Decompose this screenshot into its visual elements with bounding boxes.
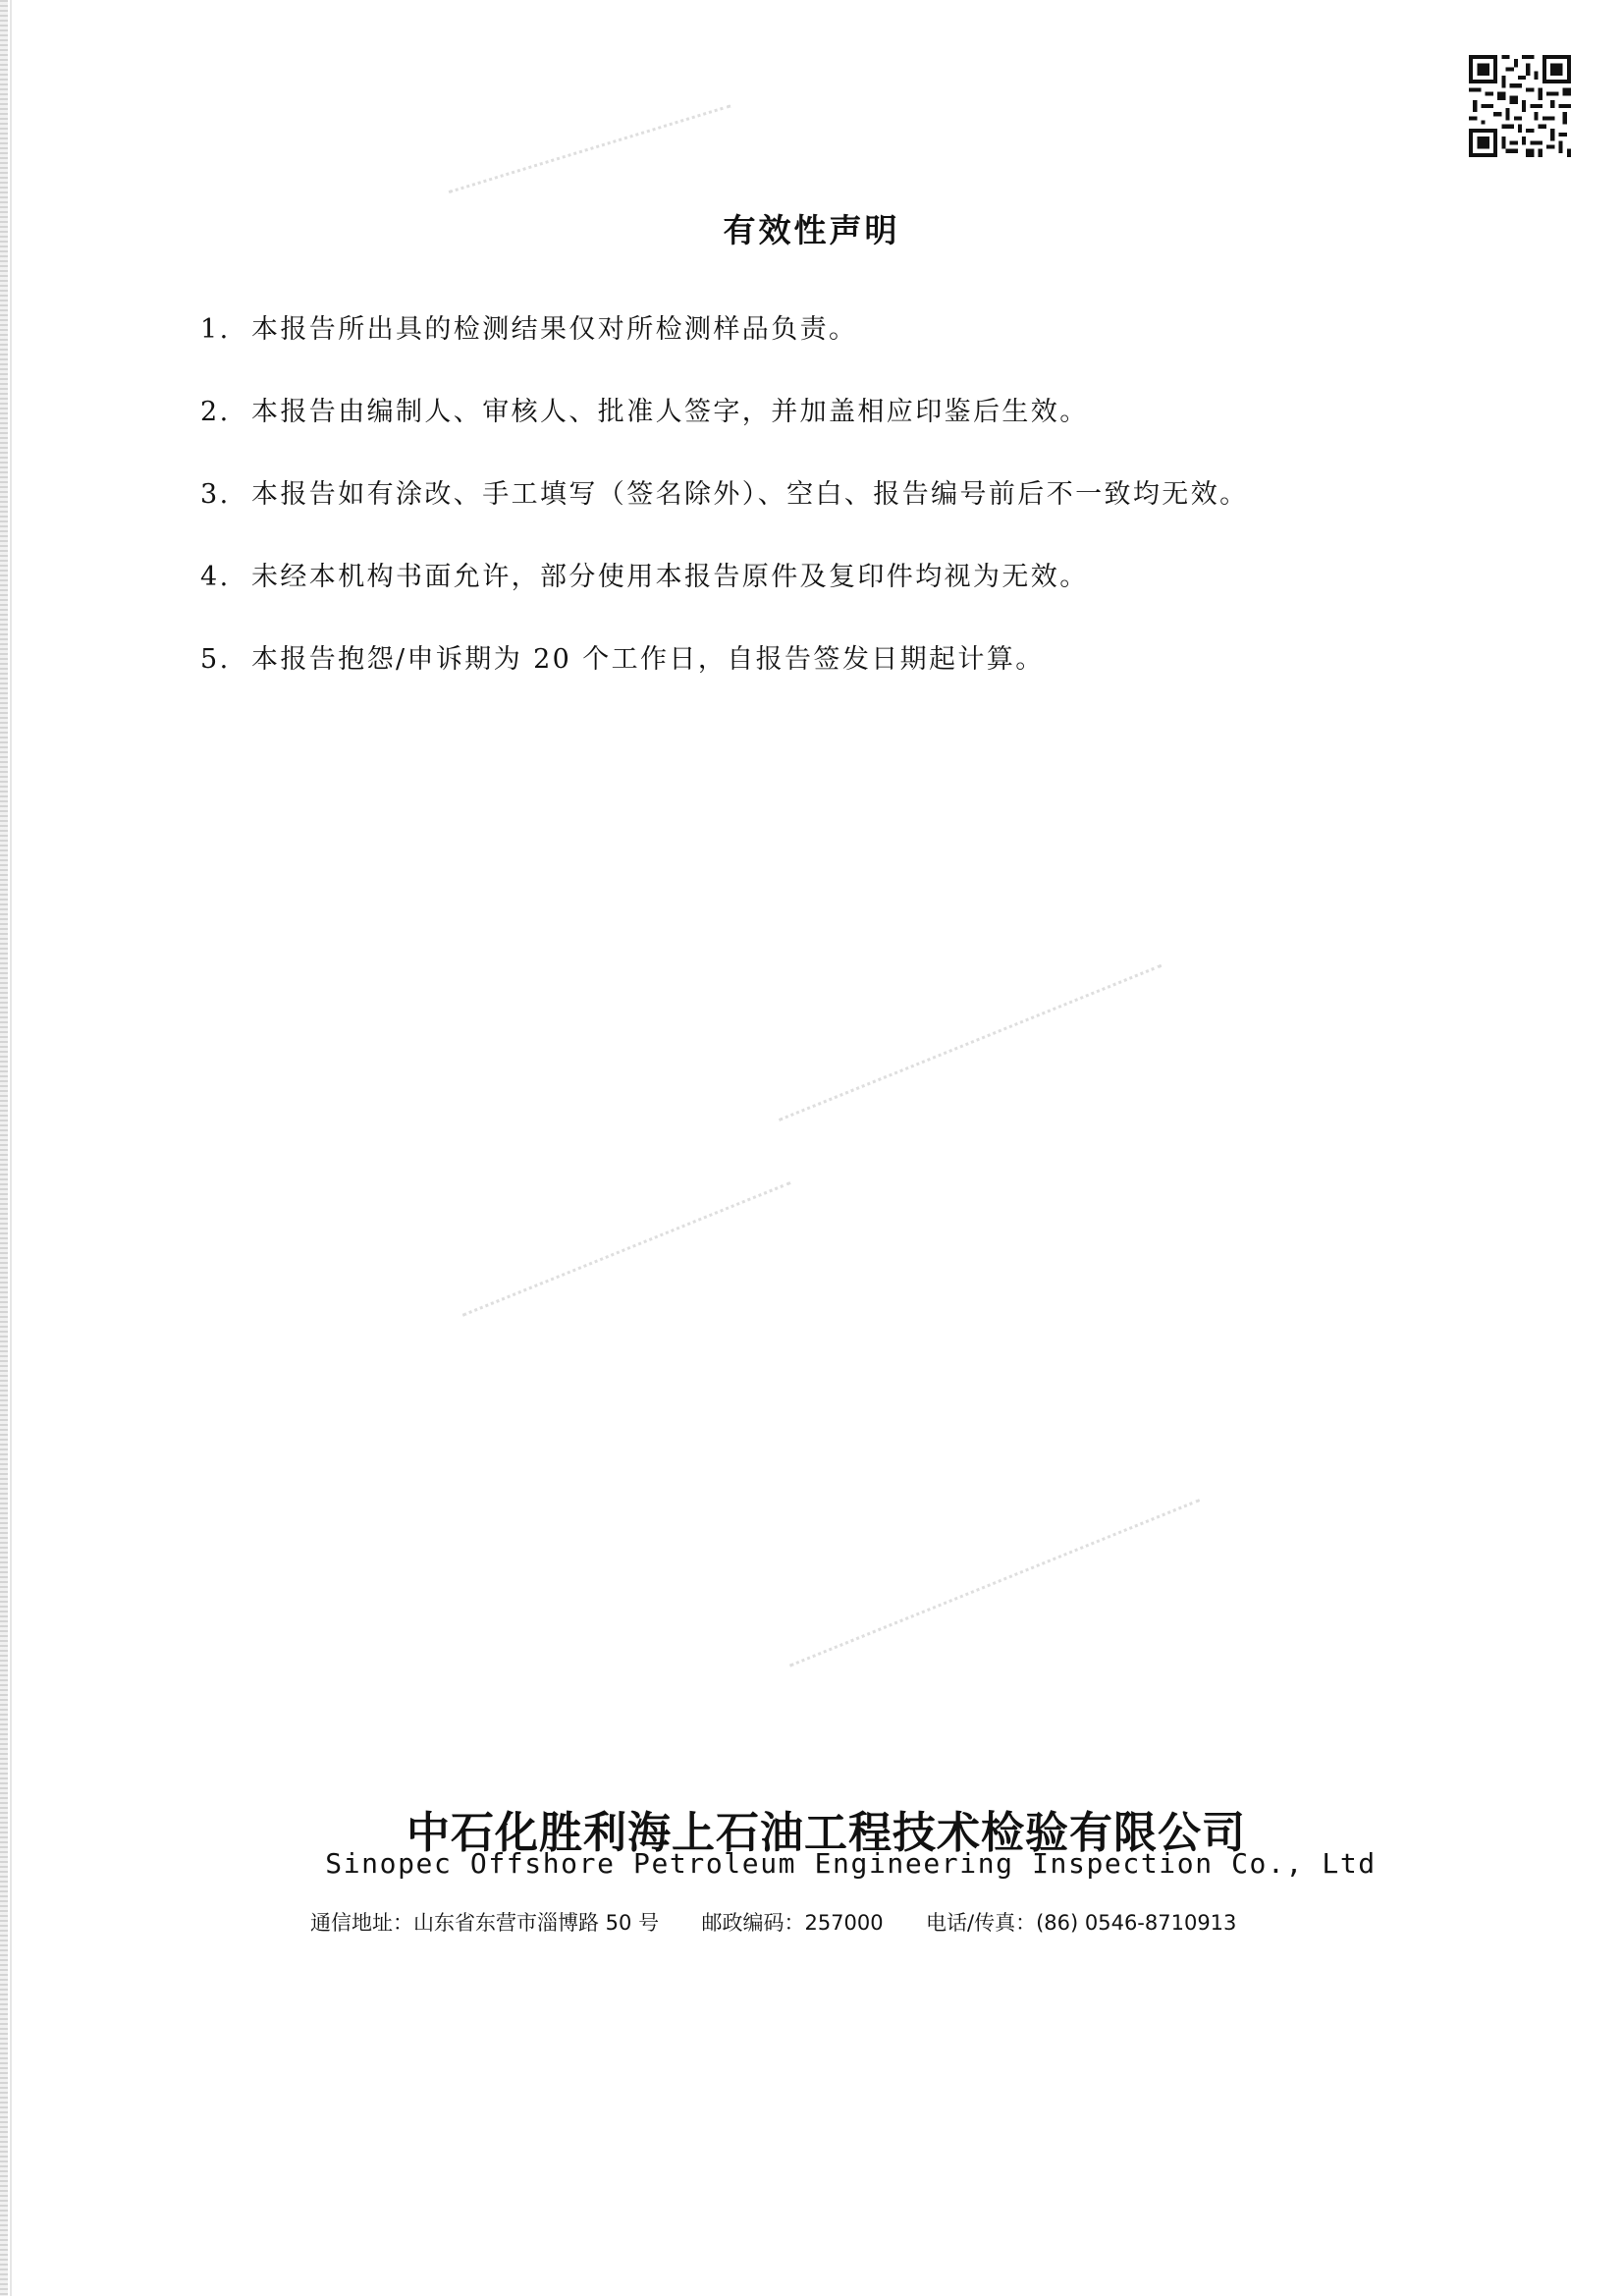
statement-text: 本报告所出具的检测结果仅对所检测样品负责。 (251, 314, 858, 345)
statement-item (200, 310, 1249, 393)
statement-item (200, 475, 1249, 558)
statement-text: 未经本机构书面允许，部分使用本报告原件及复印件均视为无效。 (251, 562, 1089, 592)
stamp-residue (462, 1181, 795, 1326)
statement-text: 本报告如有涂改、手工填写（签名除外）、空白、报告编号前后不一致均无效。 (251, 479, 1249, 510)
scan-edge (0, 0, 8, 2296)
stamp-residue (789, 1499, 1204, 1676)
statement-item (200, 393, 1249, 475)
stamp-residue (779, 964, 1165, 1130)
statement-item (200, 640, 1249, 723)
statement-number: 4. (200, 562, 231, 592)
statement-list (200, 310, 1249, 723)
statement-number: 5. (200, 644, 231, 675)
statement-number: 2. (200, 397, 231, 427)
statement-item (200, 558, 1249, 640)
address-text: 通信地址：山东省东营市淄博路 50 号 (310, 1911, 660, 1935)
company-name-chinese: 中石化胜利海上石油工程技术检验有限公司 (406, 1808, 1246, 1858)
statement-text: 本报告抱怨/申诉期为 20 个工作日，自报告签发日期起计算。 (251, 644, 1045, 675)
qr-code-icon (1469, 55, 1571, 157)
phone-fax-text: 电话/传真：(86) 0546-8710913 (926, 1911, 1237, 1935)
scan-edge-line (10, 0, 12, 2296)
stamp-residue (449, 104, 734, 202)
postcode-text: 邮政编码：257000 (701, 1911, 884, 1935)
statement-number: 3. (200, 479, 231, 510)
contact-line (310, 1907, 1236, 1937)
page-title: 有效性声明 (723, 211, 900, 249)
company-name-english: Sinopec Offshore Petroleum Engineering Inspection Co., Ltd (325, 1847, 1377, 1880)
statement-number: 1. (200, 314, 231, 345)
statement-text: 本报告由编制人、审核人、批准人签字，并加盖相应印鉴后生效。 (251, 397, 1089, 427)
